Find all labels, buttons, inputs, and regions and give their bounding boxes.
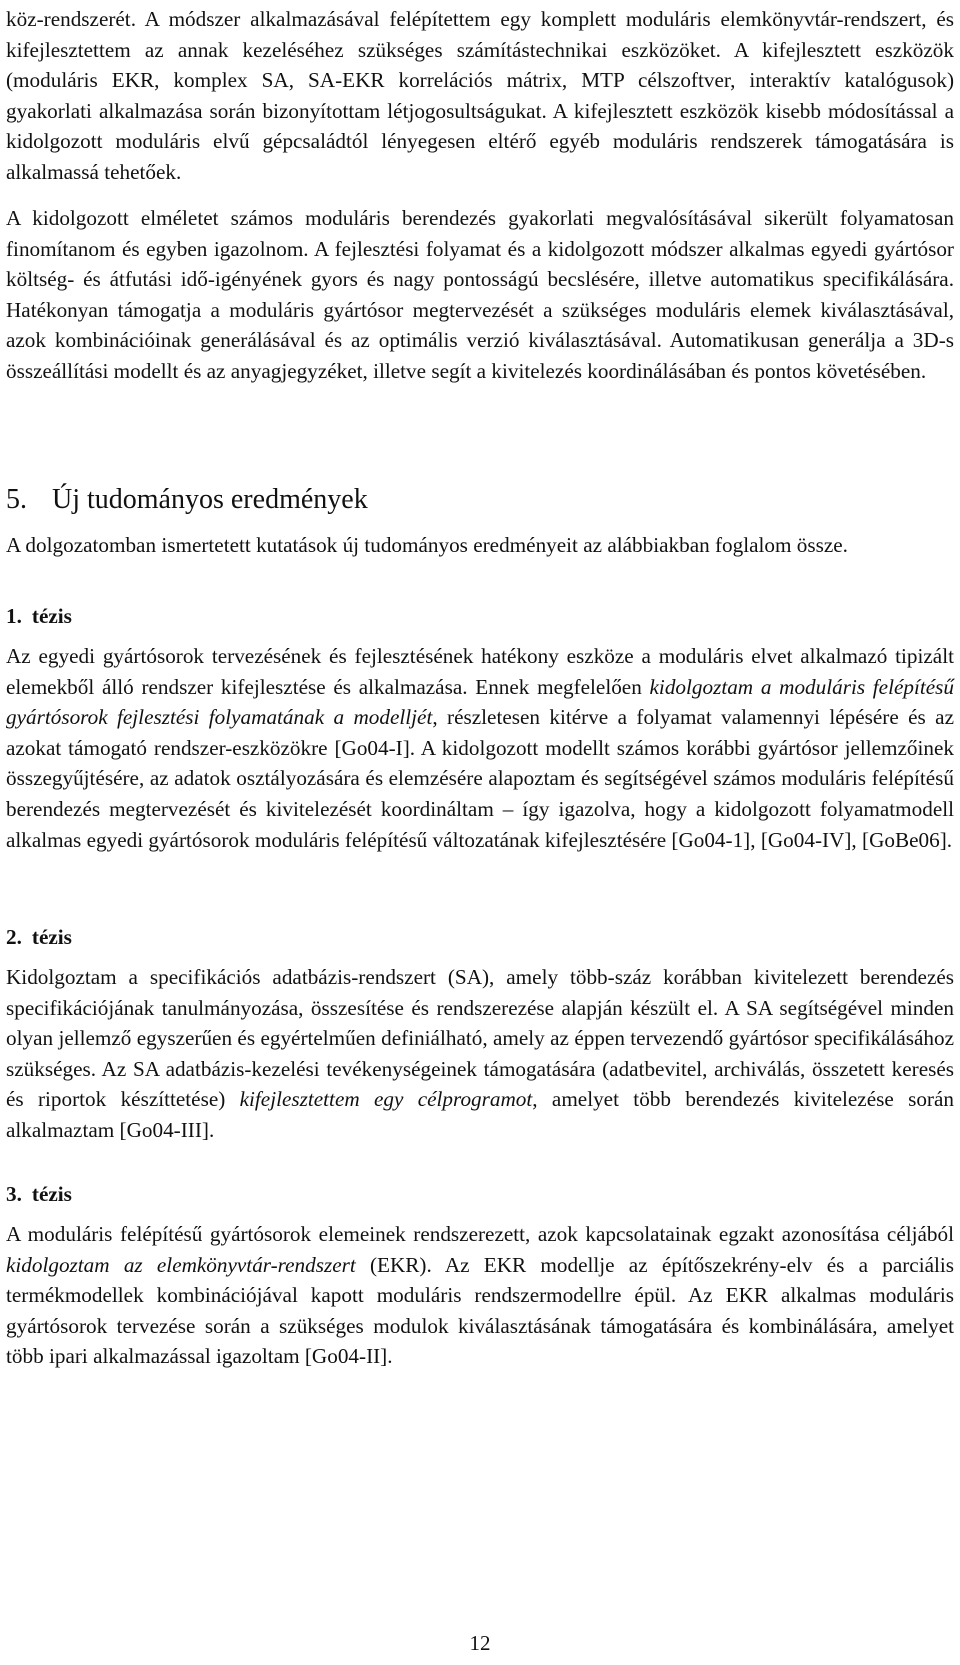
thesis-1-text-start: Az egyedi gyártósorok tervezésének és fejlesztésének hatékony eszköze a moduláris elvet alkalmazó tipizált elemekből álló rendszer kifejlesztése és alkalmazása. Ennek megfelelően (6, 644, 954, 699)
thesis-2-text-start: Kidolgoztam a specifikációs adatbázis-rendszert (SA), amely több-száz korábban kivitelezett berendezés specifikációjának tanulmányozása, összesítése és rendszerezése alapján készült el. A SA segítségével minden olyan jellemző egyszerűen és egyértelműen definiálható, amely az éppen tervezendő gyártósor specifikálásához szükséges. Az SA adatbázis-kezelési tevékenységeinek támogatására (adatbevitel, archiválás, összetett keresés és riportok készíttetése) (6, 965, 954, 1112)
thesis-1-text-end: , részletesen kitérve a folyamat valamennyi lépésére és az azokat támogató rendszer-eszközökre [Go04-I]. A kidolgozott modellt számos korábbi gyártósor jellemzőinek összegyűjtésére, az adatok osztályozására és elemzésére alapoztam és segítségével számos moduláris felépítésű berendezés megtervezését és kivitelezését koordináltam – így igazolva, hogy a kidolgozott folyamatmodell alkalmas egyedi gyártósorok moduláris felépítésű változatának kifejlesztésére [Go04-1], [Go04-IV], [GoBe06]. (6, 705, 954, 852)
thesis-2-number: 2. (6, 925, 22, 949)
section-number: 5. (6, 484, 27, 515)
thesis-1-emphasis: kidolgoztam a moduláris felépítésű gyártósorok fejlesztési folyamatának a modelljét (6, 674, 954, 730)
thesis-2-text-end: , amelyet több berendezés kivitelezése során alkalmaztam [Go04-III]. (6, 1087, 954, 1142)
page-number: 12 (469, 1631, 491, 1655)
intro-paragraph-2: A kidolgozott elméletet számos moduláris berendezés gyakorlati megvalósításával sikerült folyamatosan finomítanom és egyben igazolnom. A fejlesztési folyamat és a kidolgozott módszer alkalmas egyedi gyártósor költség- és átfutási idő-igényének gyors és nagy pontosságú becslésére, illetve automatikus specifikálására. Hatékonyan támogatja a moduláris gyártósor megtervezését a szükséges moduláris elemek kiválasztásával, azok kombinációinak generálásával és az optimális verzió kiválasztásával. Automatikusan generálja a 3D-s összeállítási modellt és az anyagjegyzéket, illetve segít a kivitelezés koordinálásában és pontos követésében. (6, 206, 954, 383)
intro-paragraph-1: köz-rendszerét. A módszer alkalmazásával felépítettem egy komplett moduláris elemkönyvtár-rendszert, és kifejlesztettem az annak kezeléséhez szükséges számítástechnikai eszközöket. A kifejlesztett eszközök (moduláris EKR, komplex SA, SA-EKR korrelációs mátrix, MTP célszoftver, interaktív katalógusok) gyakorlati alkalmazása során bizonyítottam létjogosultságukat. A kifejlesztett eszközök kisebb módosítással a kidolgozott moduláris elvű gépcsaládtól lényegesen eltérő egyéb moduláris rendszerek támogatására is alkalmassá tehetőek. (6, 7, 954, 184)
thesis-3-emphasis: kidolgoztam az elemkönyvtár-rendszert (6, 1252, 356, 1277)
thesis-1-label: tézis (31, 604, 72, 628)
section-intro-paragraph: A dolgozatomban ismertetett kutatások új tudományos eredményeit az alábbiakban foglalom össze. (6, 533, 848, 557)
thesis-3-paragraph (6, 1219, 954, 1372)
thesis-3-text-start: A moduláris felépítésű gyártósorok elemeinek rendszerezett, azok kapcsolatainak egzakt azonosítása céljából (6, 1222, 954, 1246)
thesis-3-heading (6, 1179, 72, 1209)
thesis-1-heading (6, 601, 72, 631)
thesis-2-paragraph (6, 962, 954, 1146)
thesis-2-emphasis: kifejlesztettem egy célprogramot (239, 1087, 533, 1112)
thesis-3-text-end: (EKR). Az EKR modellje az építőszekrény-elv és a parciális termékmodellek kombinációjával kapott moduláris rendszermodellre épül. Az EKR alkalmas moduláris gyártósorok tervezése során a szükséges modulok kiválasztásának támogatására és kombinálására, amelyet több ipari alkalmazással igazoltam [Go04-II]. (6, 1252, 955, 1369)
thesis-3-label: tézis (31, 1182, 72, 1206)
thesis-1-number: 1. (6, 604, 22, 628)
thesis-3-number: 3. (6, 1182, 22, 1206)
section-title: Új tudományos eredmények (52, 484, 368, 515)
thesis-2-label: tézis (31, 925, 72, 949)
section-heading (6, 482, 368, 518)
thesis-1-paragraph (6, 641, 954, 855)
thesis-2-heading (6, 922, 72, 952)
